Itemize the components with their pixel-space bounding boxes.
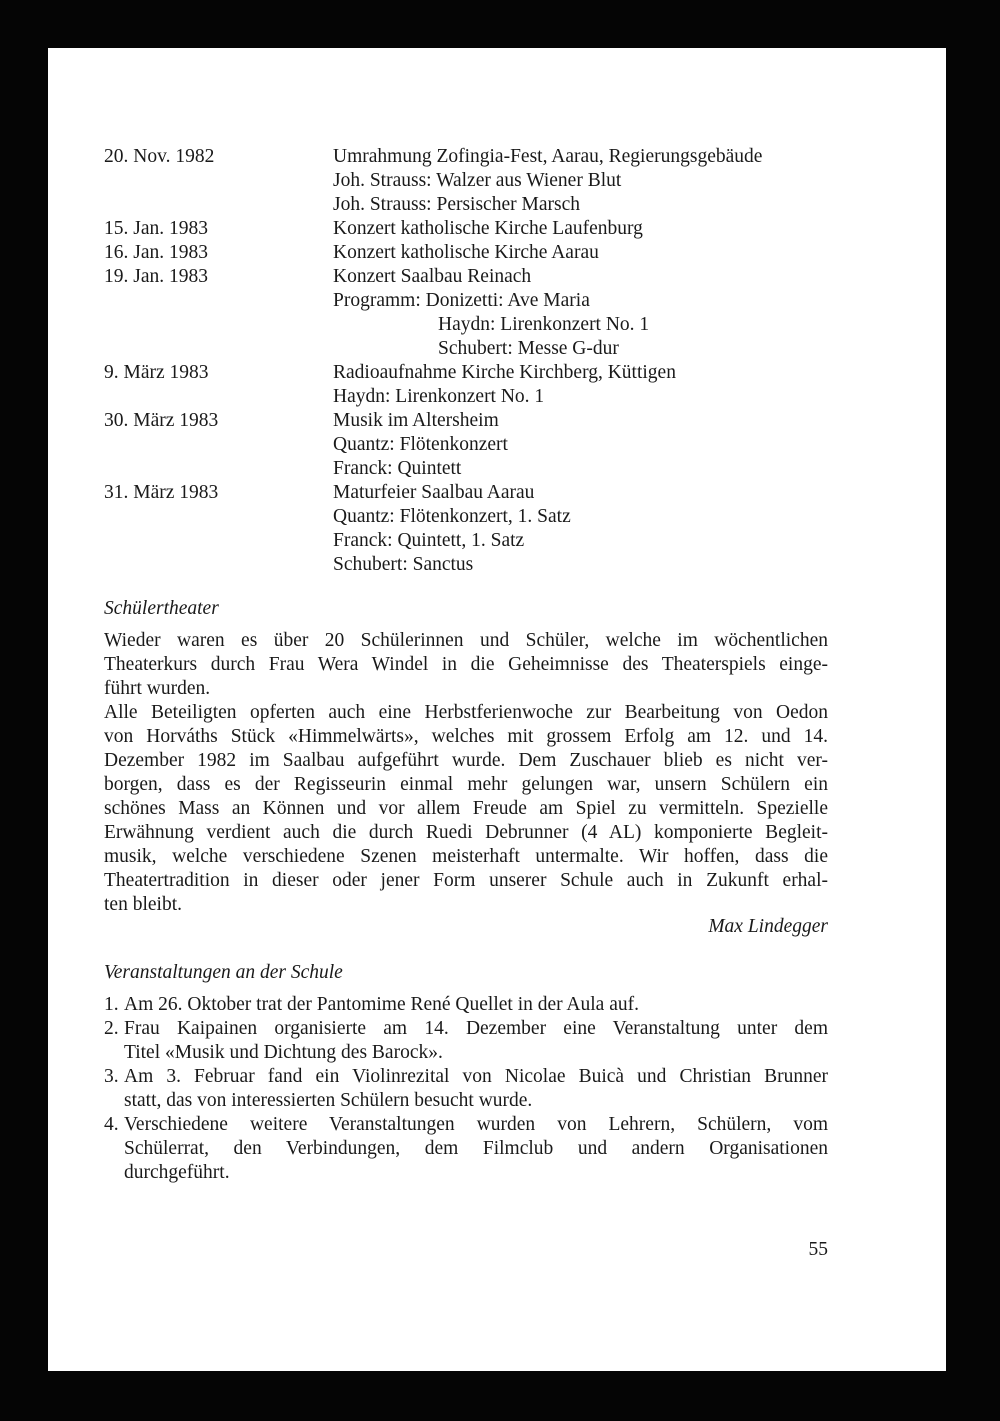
schedule-date: 15. Jan. 1983: [104, 218, 208, 239]
schedule-row: [104, 169, 834, 193]
schedule-description: Konzert Saalbau Reinach: [333, 266, 532, 287]
schedule-description: Programm: Donizetti: Ave Maria: [333, 290, 590, 311]
schedule-row: [104, 265, 834, 289]
schedule-row: [104, 433, 834, 457]
list-item: [104, 993, 828, 1017]
schedule-description: Maturfeier Saalbau Aarau: [333, 482, 535, 503]
list-item: [104, 1065, 828, 1113]
schedule-row: [104, 409, 834, 433]
schedule-row: [104, 145, 834, 169]
theater-text: [104, 629, 828, 917]
schedule-row: [104, 361, 834, 385]
paragraph-line: Dezember 1982 im Saalbau aufgeführt wurde. Dem Zuschauer blieb es nicht ver-: [104, 750, 828, 771]
schedule-description: Radioaufnahme Kirche Kirchberg, Küttigen: [333, 362, 676, 383]
schedule-description: Quantz: Flötenkonzert, 1. Satz: [333, 506, 571, 527]
schedule-row: [104, 289, 834, 313]
list-text: [124, 1113, 828, 1185]
schedule-date: 16. Jan. 1983: [104, 242, 208, 263]
schedule-row: [104, 217, 834, 241]
schedule-description: Schubert: Messe G-dur: [438, 338, 619, 359]
list-line: Frau Kaipainen organisierte am 14. Dezember eine Veranstaltung unter dem: [124, 1018, 828, 1039]
paragraph-line: Theatertradition in dieser oder jener Form unserer Schule auch in Zukunft erhal-: [104, 870, 828, 891]
schedule-row: [104, 529, 834, 553]
list-line: Am 3. Februar fand ein Violinrezital von Nicolae Buicà und Christian Brunner: [124, 1066, 828, 1087]
list-text: [124, 1017, 828, 1065]
schedule-description: Haydn: Lirenkonzert No. 1: [333, 386, 545, 407]
list-item: [104, 1017, 828, 1065]
list-number: 2.: [104, 1018, 119, 1039]
author-signature: Max Lindegger: [708, 916, 828, 937]
schedule-row: [104, 481, 834, 505]
schedule-row: [104, 457, 834, 481]
section-heading-theater: Schülertheater: [104, 598, 219, 619]
paragraph-line: Wieder waren es über 20 Schülerinnen und Schüler, welche im wöchentlichen: [104, 630, 828, 651]
paragraph-line: borgen, dass es der Regisseurin einmal mehr gelungen war, unsern Schülern ein: [104, 774, 828, 795]
list-line: Titel «Musik und Dichtung des Barock».: [124, 1042, 443, 1063]
list-number: 1.: [104, 994, 119, 1015]
schedule-description: Konzert katholische Kirche Laufenburg: [333, 218, 643, 239]
schedule-description: Joh. Strauss: Walzer aus Wiener Blut: [333, 170, 622, 191]
schedule-row: [104, 337, 834, 361]
schedule-date: 9. März 1983: [104, 362, 209, 383]
paragraph-line: führt wurden.: [104, 678, 211, 699]
schedule-description: Konzert katholische Kirche Aarau: [333, 242, 599, 263]
schedule-row: [104, 385, 834, 409]
list-line: statt, das von interessierten Schülern besucht wurde.: [124, 1090, 533, 1111]
list-line: Am 26. Oktober trat der Pantomime René Quellet in der Aula auf.: [124, 994, 639, 1015]
schedule-row: [104, 313, 834, 337]
list-number: 3.: [104, 1066, 119, 1087]
paragraph-line: schönes Mass an Können und vor allem Freude am Spiel zu vermitteln. Spezielle: [104, 798, 828, 819]
schedule-row: [104, 553, 834, 577]
paragraph-line: ten bleibt.: [104, 894, 182, 915]
schedule-date: 19. Jan. 1983: [104, 266, 208, 287]
list-line: Schülerrat, den Verbindungen, dem Filmclub und andern Organisationen: [124, 1138, 828, 1159]
paragraph-line: musik, welche verschiedene Szenen meisterhaft untermalte. Wir hoffen, dass die: [104, 846, 828, 867]
section-heading-events: Veranstaltungen an der Schule: [104, 962, 343, 983]
paragraph-line: Theaterkurs durch Frau Wera Windel in die Geheimnisse des Theaterspiels einge-: [104, 654, 828, 675]
paragraph-line: Erwähnung verdient auch die durch Ruedi Debrunner (4 AL) komponierte Begleit-: [104, 822, 828, 843]
schedule-description: Umrahmung Zofingia-Fest, Aarau, Regierungsgebäude: [333, 146, 763, 167]
events-list: [104, 993, 828, 1185]
list-item: [104, 1113, 828, 1185]
schedule-description: Joh. Strauss: Persischer Marsch: [333, 194, 580, 215]
schedule-row: [104, 241, 834, 265]
paragraph-line: von Horváths Stück «Himmelwärts», welches mit grossem Erfolg am 12. und 14.: [104, 726, 828, 747]
schedule-description: Franck: Quintett: [333, 458, 462, 479]
schedule-description: Franck: Quintett, 1. Satz: [333, 530, 525, 551]
concert-schedule: [104, 145, 834, 577]
schedule-description: Quantz: Flötenkonzert: [333, 434, 508, 455]
list-line: Verschiedene weitere Veranstaltungen wurden von Lehrern, Schülern, vom: [124, 1114, 828, 1135]
list-text: [124, 993, 828, 1017]
list-number: 4.: [104, 1114, 119, 1135]
list-line: durchgeführt.: [124, 1162, 230, 1183]
schedule-date: 30. März 1983: [104, 410, 219, 431]
schedule-description: Musik im Altersheim: [333, 410, 499, 431]
schedule-row: [104, 505, 834, 529]
schedule-description: Haydn: Lirenkonzert No. 1: [438, 314, 650, 335]
schedule-description: Schubert: Sanctus: [333, 554, 474, 575]
paragraph-line: Alle Beteiligten opferten auch eine Herbstferienwoche zur Bearbeitung von Oedon: [104, 702, 828, 723]
schedule-date: 31. März 1983: [104, 482, 219, 503]
schedule-row: [104, 193, 834, 217]
list-text: [124, 1065, 828, 1113]
page-number: 55: [808, 1239, 828, 1260]
schedule-date: 20. Nov. 1982: [104, 146, 215, 167]
